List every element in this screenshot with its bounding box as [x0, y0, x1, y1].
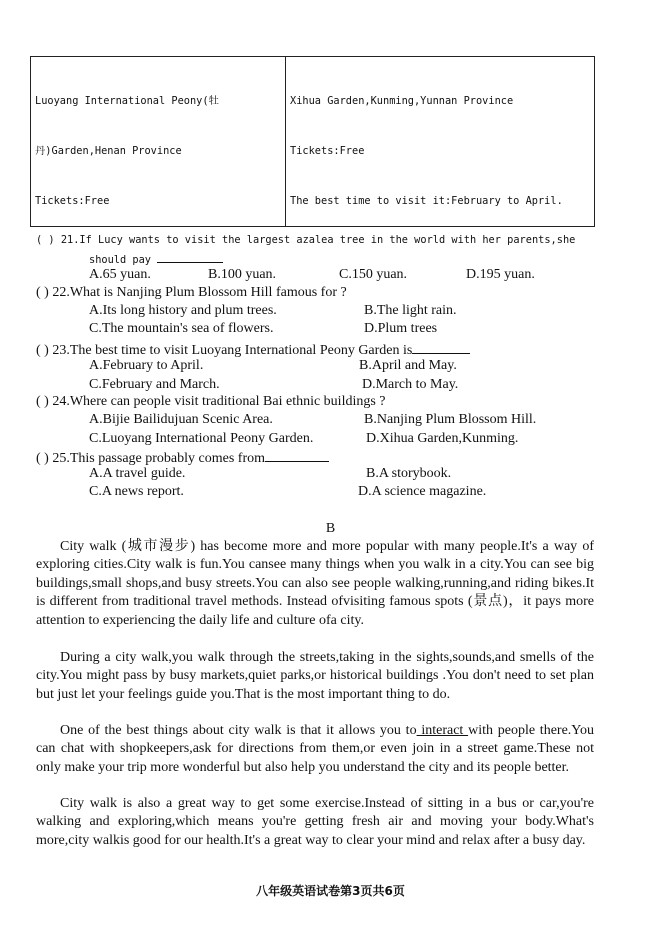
passage-paragraph-4	[36, 795, 594, 850]
option-a: A.A travel guide.	[89, 466, 186, 481]
section-b-heading: B	[325, 521, 336, 536]
question-22	[36, 284, 347, 302]
table-line: The best time to visit it:February to April.	[290, 195, 563, 208]
passage-paragraph-2	[36, 649, 594, 704]
option-c: C.February and March.	[89, 377, 220, 392]
question-stem: 24.Where can people visit traditional Bai ethnic buildings ?	[52, 394, 386, 409]
option-b: B.100 yuan.	[208, 267, 277, 282]
option-c: C.150 yuan.	[339, 267, 408, 282]
xihua-garden-cell	[286, 57, 594, 226]
question-stem: 23.The best time to visit Luoyang International Peony Garden is	[52, 343, 413, 358]
option-a: A.Bijie Bailidujuan Scenic Area.	[89, 412, 273, 427]
option-a: A.65 yuan.	[89, 267, 151, 282]
option-d: D.Xihua Garden,Kunming.	[366, 431, 519, 446]
answer-blank[interactable]	[157, 248, 223, 263]
paragraph-text: City walk (城市漫步) has become more and more popular with many people.It's a way of exploring cities.City walk is fun.You cansee many things when you walk in a city.You can see big buildings,small shops,and busy streets.You can also see people walking,running,and riding bikes.It is different from traditional travel methods. Instead ofvisiting famous spots (景点)，it pays more attention to experiencing the daily life and culture ofa city.	[36, 539, 594, 628]
passage-paragraph-1	[36, 538, 594, 630]
table-line: Tickets:Free	[35, 195, 110, 208]
underlined-word: interact	[416, 723, 469, 738]
paragraph-text: One of the best things about city walk is that it allows you to	[60, 723, 417, 738]
option-d: D.Plum trees	[364, 321, 438, 336]
option-b: B.The light rain.	[364, 303, 457, 318]
question-24	[36, 393, 386, 411]
option-b: B.Nanjing Plum Blossom Hill.	[364, 412, 537, 427]
paragraph-text: with people there.You can chat with shopkeepers,ask for directions from them,or even join in a street game.These not only make your trip more wonderful but also help you understand the city and its people better.	[36, 723, 594, 775]
garden-info-table	[30, 56, 595, 227]
option-b: B.A storybook.	[366, 466, 452, 481]
option-d: D.March to May.	[362, 377, 459, 392]
option-d: D.A science magazine.	[358, 484, 487, 499]
table-line: Xihua Garden,Kunming,Yunnan Province	[290, 94, 514, 107]
luoyang-garden-cell	[31, 57, 286, 226]
table-line: Tickets:Free	[290, 144, 365, 157]
option-c: C.Luoyang International Peony Garden.	[89, 431, 314, 446]
option-a: A.February to April.	[89, 358, 204, 373]
answer-paren: ( )	[36, 343, 49, 358]
answer-paren: ( )	[36, 285, 49, 300]
answer-paren: ( )	[36, 451, 49, 466]
question-stem: 25.This passage probably comes from	[52, 451, 266, 466]
paragraph-text: During a city walk,you walk through the streets,taking in the sights,sounds,and smells of the city.You might pass by busy markets,quiet parks,or historical buildings .You don't need to set plan but just let your feelings guide you.That is the most important thing to do.	[36, 650, 594, 702]
question-stem: 22.What is Nanjing Plum Blossom Hill famous for ?	[52, 285, 347, 300]
answer-paren: ( )	[36, 234, 55, 246]
option-c: C.The mountain's sea of flowers.	[89, 321, 274, 336]
passage-paragraph-3	[36, 722, 594, 777]
page-footer: 八年级英语试卷第3页共6页	[256, 884, 405, 898]
question-stem: 21.If Lucy wants to visit the largest azalea tree in the world with her parents,she	[60, 234, 576, 246]
option-c: C.A news report.	[89, 484, 184, 499]
option-b: B.April and May.	[359, 358, 457, 373]
question-stem-continued: should pay	[89, 254, 151, 266]
option-a: A.Its long history and plum trees.	[89, 303, 277, 318]
table-line: Luoyang International Peony(牡	[35, 94, 219, 107]
answer-paren: ( )	[36, 394, 49, 409]
answer-blank[interactable]	[412, 339, 470, 354]
question-21	[36, 231, 575, 249]
table-line: 丹)Garden,Henan Province	[35, 144, 182, 157]
paragraph-text: City walk is also a great way to get some exercise.Instead of sitting in a bus or car,you're walking and exploring,which means you're getting fresh air and moving your body.What's more,city walkis good for our health.It's a great way to clear your mind and relax after a busy day.	[36, 796, 594, 848]
option-d: D.195 yuan.	[466, 267, 535, 282]
answer-blank[interactable]	[265, 447, 329, 462]
